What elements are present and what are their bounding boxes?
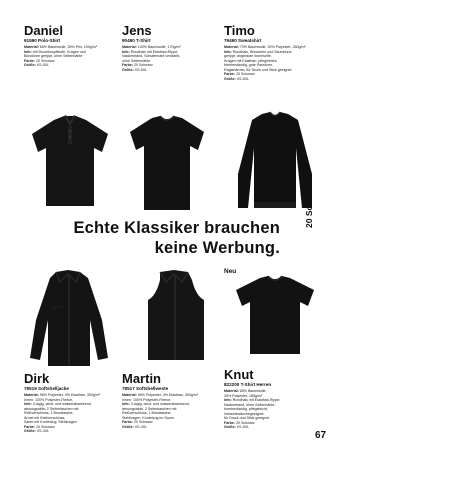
- product-jens: [122, 24, 218, 72]
- product-code: 78519 Softshelljacke: [24, 386, 69, 391]
- product-name: Martin: [122, 371, 161, 386]
- product-timo: [224, 24, 320, 81]
- product-name: Daniel: [24, 23, 64, 38]
- product-code: 78517 Softshellweste: [122, 386, 169, 391]
- new-badge: Neu: [224, 268, 237, 275]
- headline: [40, 218, 280, 258]
- product-code: 822200 T-Shirt Herren: [224, 382, 272, 387]
- product-knut: [224, 368, 320, 430]
- product-code: 90490 T-Shirt: [122, 38, 151, 43]
- product-name: Timo: [224, 23, 255, 38]
- product-code: 91590 Polo-Shirt: [24, 38, 60, 43]
- polo-shirt-photo: [24, 112, 116, 212]
- product-dirk: [24, 372, 120, 434]
- product-name: Dirk: [24, 371, 50, 386]
- page-number: 67: [315, 430, 327, 441]
- knut-t-shirt-photo: [230, 274, 320, 358]
- product-description: Material: 96% Polyester, 4% Elasthan, 300g/m² Innen: 100% Polyester-Fleece, Info: 3-lagig, wind- und wasserabweisend, atmungsaktiv, 2 Seitentaschen mit Reißverschluss, 1 Brusttasche, Ärmel mit Klettverschluss, Saum mit Kordelzug, Stehkragen Farbe: 20 Schwarz Größe: XS-4XL: [24, 393, 101, 433]
- product-martin: [122, 372, 218, 429]
- product-description: Material: 65% Baumwolle, 35% Polyester, 185g/m² Info: Rundhals mit Elasthan-Rippe, Nackenband, ohne Seitennähte, formbeständig, pflegeleicht, industriewäschegeeignet, für Druck und Stick geeignet Farbe: 20 Schwarz Größe: XS-5XL: [224, 389, 281, 429]
- product-code: 79490 Sweatshirt: [224, 38, 262, 43]
- product-description: Material: 96% Polyester, 4% Elasthan, 300g/m² Innen: 100% Polyester-Fleece, Info: 3-lagig, wind- und wasserabweisend, atmungsaktiv, 2 Seitentaschen mit Reißverschluss, 1 Brusttasche, Stehkragen, Kordelzug im Saum Farbe: 20 Schwarz Größe: XS-4XL: [122, 393, 199, 429]
- product-description: Material: 100% Baumwolle, 170g/m² Info: Rundhals mit Elasthan-Rippe, Nackenband, Schulternaht verstärkt, ohne Seitennähte Farbe: 20 Schwarz Größe: XS-5XL: [122, 45, 181, 72]
- softshell-jacket-photo: [24, 268, 114, 372]
- jens-t-shirt-photo: [122, 112, 212, 216]
- product-description: Material: 70% Baumwolle, 30% Polyester, 280g/m² Info: Rundhals, Bündchen und Saumbund gerippt, angeraute Innenseite, Kragen mit Elasthan, pflegeleicht, formbeständig, gute Passform, Raglanärmel, für Druck und Stick geeignet Farbe: 20 Schwarz Größe: XS-5XL: [224, 45, 306, 81]
- headline-line-1: Echte Klassiker brauchen: [73, 219, 280, 237]
- product-description: Material: 65% Baumwolle, 35% Pes, 190g/m² Info: mit Druckknopfleiste, Kragen und Bündchen gerippt, ohne Seitennähte Farbe: 20 Schwarz Größe: XS-5XL: [24, 45, 98, 67]
- product-daniel: [24, 24, 120, 68]
- headline-line-2: keine Werbung.: [154, 239, 280, 257]
- softshell-vest-photo: [138, 268, 214, 364]
- color-label-vertical: 20 Schwarz: [304, 181, 314, 228]
- product-name: Knut: [224, 367, 254, 382]
- product-name: Jens: [122, 23, 152, 38]
